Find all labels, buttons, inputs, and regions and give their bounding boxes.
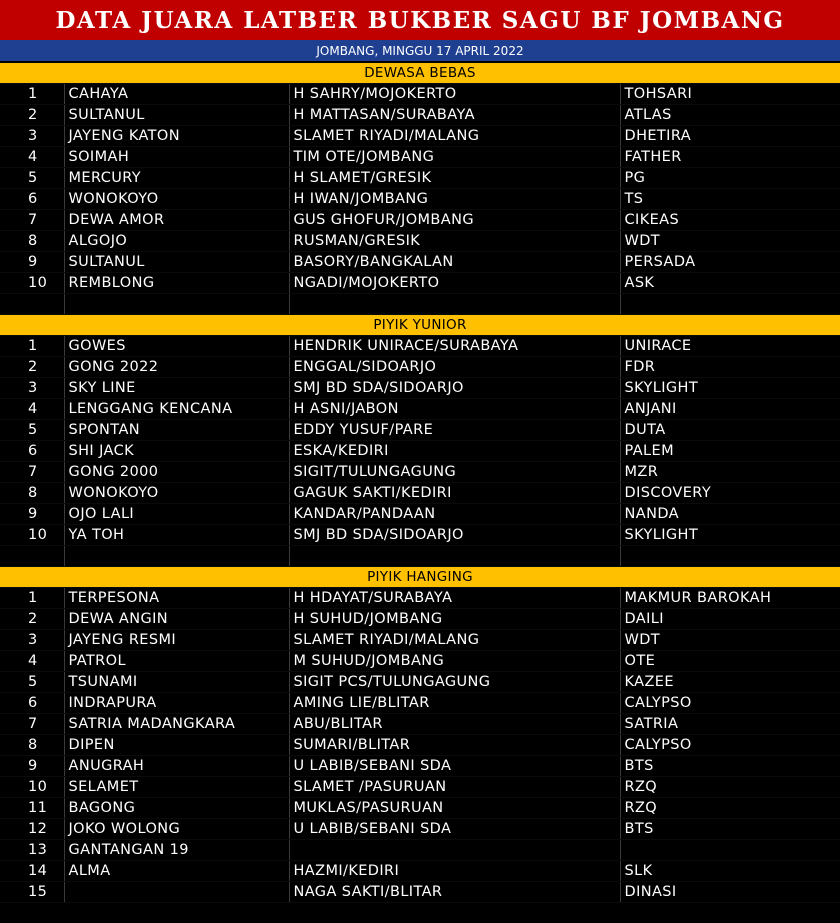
empty-cell — [620, 294, 840, 315]
rank-cell: 2 — [0, 357, 64, 378]
team-cell: SKYLIGHT — [620, 378, 840, 399]
team-cell: SLK — [620, 861, 840, 882]
table-row — [0, 882, 840, 903]
section-title: PIYIK HANGING — [0, 567, 840, 588]
spacer-row — [0, 294, 840, 315]
table-row — [0, 777, 840, 798]
owner-city-cell: GAGUK SAKTI/KEDIRI — [289, 483, 620, 504]
bird-name-cell: GOWES — [64, 336, 289, 357]
team-cell: SKYLIGHT — [620, 525, 840, 546]
rank-cell: 1 — [0, 588, 64, 609]
bird-name-cell: TSUNAMI — [64, 672, 289, 693]
empty-cell — [0, 546, 64, 567]
table-row — [0, 105, 840, 126]
rank-cell: 13 — [0, 840, 64, 861]
owner-city-cell: H SLAMET/GRESIK — [289, 168, 620, 189]
bird-name-cell: REMBLONG — [64, 273, 289, 294]
team-cell: BTS — [620, 756, 840, 777]
bird-name-cell: DIPEN — [64, 735, 289, 756]
owner-city-cell: TIM OTE/JOMBANG — [289, 147, 620, 168]
bird-name-cell: JAYENG RESMI — [64, 630, 289, 651]
empty-cell — [289, 294, 620, 315]
team-cell: WDT — [620, 630, 840, 651]
table-row — [0, 147, 840, 168]
owner-city-cell: H IWAN/JOMBANG — [289, 189, 620, 210]
rank-cell: 7 — [0, 210, 64, 231]
spacer-row — [0, 546, 840, 567]
rank-cell: 4 — [0, 651, 64, 672]
owner-city-cell: ABU/BLITAR — [289, 714, 620, 735]
bird-name-cell: SATRIA MADANGKARA — [64, 714, 289, 735]
table-row — [0, 861, 840, 882]
owner-city-cell: SLAMET /PASURUAN — [289, 777, 620, 798]
owner-city-cell: SMJ BD SDA/SIDOARJO — [289, 378, 620, 399]
owner-city-cell: SUMARI/BLITAR — [289, 735, 620, 756]
team-cell: MZR — [620, 462, 840, 483]
owner-city-cell — [289, 840, 620, 861]
table-row — [0, 126, 840, 147]
owner-city-cell: U LABIB/SEBANI SDA — [289, 819, 620, 840]
owner-city-cell: H HDAYAT/SURABAYA — [289, 588, 620, 609]
rank-cell: 5 — [0, 420, 64, 441]
rank-cell: 10 — [0, 777, 64, 798]
rank-cell: 3 — [0, 630, 64, 651]
team-cell: CALYPSO — [620, 693, 840, 714]
rank-cell: 9 — [0, 504, 64, 525]
bird-name-cell: GONG 2000 — [64, 462, 289, 483]
table-row — [0, 483, 840, 504]
table-row — [0, 798, 840, 819]
rank-cell: 5 — [0, 672, 64, 693]
owner-city-cell: H ASNI/JABON — [289, 399, 620, 420]
team-cell: UNIRACE — [620, 336, 840, 357]
bird-name-cell: JOKO WOLONG — [64, 819, 289, 840]
owner-city-cell: HENDRIK UNIRACE/SURABAYA — [289, 336, 620, 357]
team-cell: PG — [620, 168, 840, 189]
table-row — [0, 525, 840, 546]
rank-cell: 12 — [0, 819, 64, 840]
owner-city-cell: SLAMET RIYADI/MALANG — [289, 126, 620, 147]
table-row — [0, 672, 840, 693]
table-row — [0, 462, 840, 483]
table-row — [0, 189, 840, 210]
bird-name-cell: LENGGANG KENCANA — [64, 399, 289, 420]
owner-city-cell: SMJ BD SDA/SIDOARJO — [289, 525, 620, 546]
bird-name-cell: PATROL — [64, 651, 289, 672]
team-cell: NANDA — [620, 504, 840, 525]
table-row — [0, 609, 840, 630]
owner-city-cell: MUKLAS/PASURUAN — [289, 798, 620, 819]
team-cell: WDT — [620, 231, 840, 252]
bird-name-cell: TERPESONA — [64, 588, 289, 609]
owner-city-cell: ENGGAL/SIDOARJO — [289, 357, 620, 378]
rank-cell: 4 — [0, 399, 64, 420]
team-cell: CIKEAS — [620, 210, 840, 231]
team-cell: SATRIA — [620, 714, 840, 735]
page-title: DATA JUARA LATBER BUKBER SAGU BF JOMBANG — [0, 0, 840, 40]
table-row — [0, 441, 840, 462]
bird-name-cell: GANTANGAN 19 — [64, 840, 289, 861]
team-cell: ASK — [620, 273, 840, 294]
table-row — [0, 252, 840, 273]
team-cell: TS — [620, 189, 840, 210]
empty-cell — [64, 546, 289, 567]
table-row — [0, 336, 840, 357]
bird-name-cell: SHI JACK — [64, 441, 289, 462]
table-row — [0, 399, 840, 420]
team-cell: TOHSARI — [620, 84, 840, 105]
rank-cell: 14 — [0, 861, 64, 882]
rank-cell: 6 — [0, 189, 64, 210]
bird-name-cell: SULTANUL — [64, 105, 289, 126]
team-cell: ANJANI — [620, 399, 840, 420]
rank-cell: 10 — [0, 273, 64, 294]
empty-cell — [64, 294, 289, 315]
owner-city-cell: U LABIB/SEBANI SDA — [289, 756, 620, 777]
team-cell: MAKMUR BAROKAH — [620, 588, 840, 609]
rank-cell: 10 — [0, 525, 64, 546]
rank-cell: 8 — [0, 231, 64, 252]
team-cell: DISCOVERY — [620, 483, 840, 504]
bird-name-cell: SKY LINE — [64, 378, 289, 399]
rank-cell: 8 — [0, 735, 64, 756]
owner-city-cell: KANDAR/PANDAAN — [289, 504, 620, 525]
team-cell: OTE — [620, 651, 840, 672]
bird-name-cell: DEWA ANGIN — [64, 609, 289, 630]
owner-city-cell: SLAMET RIYADI/MALANG — [289, 630, 620, 651]
team-cell: PERSADA — [620, 252, 840, 273]
team-cell: KAZEE — [620, 672, 840, 693]
section-header — [0, 315, 840, 336]
rank-cell: 15 — [0, 882, 64, 903]
winners-table — [0, 63, 840, 903]
bird-name-cell: ALMA — [64, 861, 289, 882]
table-row — [0, 819, 840, 840]
bird-name-cell — [64, 882, 289, 903]
table-row — [0, 273, 840, 294]
table-row — [0, 651, 840, 672]
bird-name-cell: WONOKOYO — [64, 483, 289, 504]
team-cell: PALEM — [620, 441, 840, 462]
table-row — [0, 714, 840, 735]
rank-cell: 2 — [0, 609, 64, 630]
table-row — [0, 357, 840, 378]
section-title: PIYIK YUNIOR — [0, 315, 840, 336]
rank-cell: 9 — [0, 756, 64, 777]
rank-cell: 11 — [0, 798, 64, 819]
rank-cell: 2 — [0, 105, 64, 126]
owner-city-cell: EDDY YUSUF/PARE — [289, 420, 620, 441]
bird-name-cell: ALGOJO — [64, 231, 289, 252]
rank-cell: 5 — [0, 168, 64, 189]
owner-city-cell: RUSMAN/GRESIK — [289, 231, 620, 252]
table-row — [0, 231, 840, 252]
rank-cell: 8 — [0, 483, 64, 504]
bird-name-cell: CAHAYA — [64, 84, 289, 105]
table-row — [0, 693, 840, 714]
section-header — [0, 63, 840, 84]
empty-cell — [0, 294, 64, 315]
owner-city-cell: SIGIT/TULUNGAGUNG — [289, 462, 620, 483]
bird-name-cell: SOIMAH — [64, 147, 289, 168]
rank-cell: 1 — [0, 336, 64, 357]
rank-cell: 9 — [0, 252, 64, 273]
bird-name-cell: DEWA AMOR — [64, 210, 289, 231]
owner-city-cell: SIGIT PCS/TULUNGAGUNG — [289, 672, 620, 693]
empty-cell — [289, 546, 620, 567]
team-cell: RZQ — [620, 777, 840, 798]
table-row — [0, 588, 840, 609]
table-row — [0, 840, 840, 861]
owner-city-cell: ESKA/KEDIRI — [289, 441, 620, 462]
owner-city-cell: GUS GHOFUR/JOMBANG — [289, 210, 620, 231]
rank-cell: 6 — [0, 693, 64, 714]
table-row — [0, 756, 840, 777]
event-date-subtitle: JOMBANG, MINGGU 17 APRIL 2022 — [0, 40, 840, 63]
table-row — [0, 735, 840, 756]
rank-cell: 7 — [0, 714, 64, 735]
team-cell: RZQ — [620, 798, 840, 819]
rank-cell: 6 — [0, 441, 64, 462]
bird-name-cell: YA TOH — [64, 525, 289, 546]
table-row — [0, 504, 840, 525]
bird-name-cell: BAGONG — [64, 798, 289, 819]
owner-city-cell: BASORY/BANGKALAN — [289, 252, 620, 273]
owner-city-cell: H SAHRY/MOJOKERTO — [289, 84, 620, 105]
table-row — [0, 168, 840, 189]
owner-city-cell: NAGA SAKTI/BLITAR — [289, 882, 620, 903]
rank-cell: 4 — [0, 147, 64, 168]
table-row — [0, 378, 840, 399]
bird-name-cell: SULTANUL — [64, 252, 289, 273]
table-row — [0, 84, 840, 105]
bird-name-cell: INDRAPURA — [64, 693, 289, 714]
bird-name-cell: GONG 2022 — [64, 357, 289, 378]
bird-name-cell: MERCURY — [64, 168, 289, 189]
bird-name-cell: ANUGRAH — [64, 756, 289, 777]
section-title: DEWASA BEBAS — [0, 63, 840, 84]
team-cell: FDR — [620, 357, 840, 378]
bird-name-cell: WONOKOYO — [64, 189, 289, 210]
bird-name-cell: JAYENG KATON — [64, 126, 289, 147]
team-cell: DUTA — [620, 420, 840, 441]
bird-name-cell: SPONTAN — [64, 420, 289, 441]
team-cell: BTS — [620, 819, 840, 840]
team-cell: DAILI — [620, 609, 840, 630]
table-row — [0, 420, 840, 441]
rank-cell: 7 — [0, 462, 64, 483]
rank-cell: 3 — [0, 378, 64, 399]
owner-city-cell: H MATTASAN/SURABAYA — [289, 105, 620, 126]
table-row — [0, 630, 840, 651]
owner-city-cell: AMING LIE/BLITAR — [289, 693, 620, 714]
team-cell: DHETIRA — [620, 126, 840, 147]
owner-city-cell: H SUHUD/JOMBANG — [289, 609, 620, 630]
table-row — [0, 210, 840, 231]
team-cell: DINASI — [620, 882, 840, 903]
section-header — [0, 567, 840, 588]
bird-name-cell: OJO LALI — [64, 504, 289, 525]
team-cell: ATLAS — [620, 105, 840, 126]
rank-cell: 1 — [0, 84, 64, 105]
team-cell: CALYPSO — [620, 735, 840, 756]
rank-cell: 3 — [0, 126, 64, 147]
owner-city-cell: HAZMI/KEDIRI — [289, 861, 620, 882]
owner-city-cell: M SUHUD/JOMBANG — [289, 651, 620, 672]
team-cell — [620, 840, 840, 861]
team-cell: FATHER — [620, 147, 840, 168]
empty-cell — [620, 546, 840, 567]
owner-city-cell: NGADI/MOJOKERTO — [289, 273, 620, 294]
bird-name-cell: SELAMET — [64, 777, 289, 798]
